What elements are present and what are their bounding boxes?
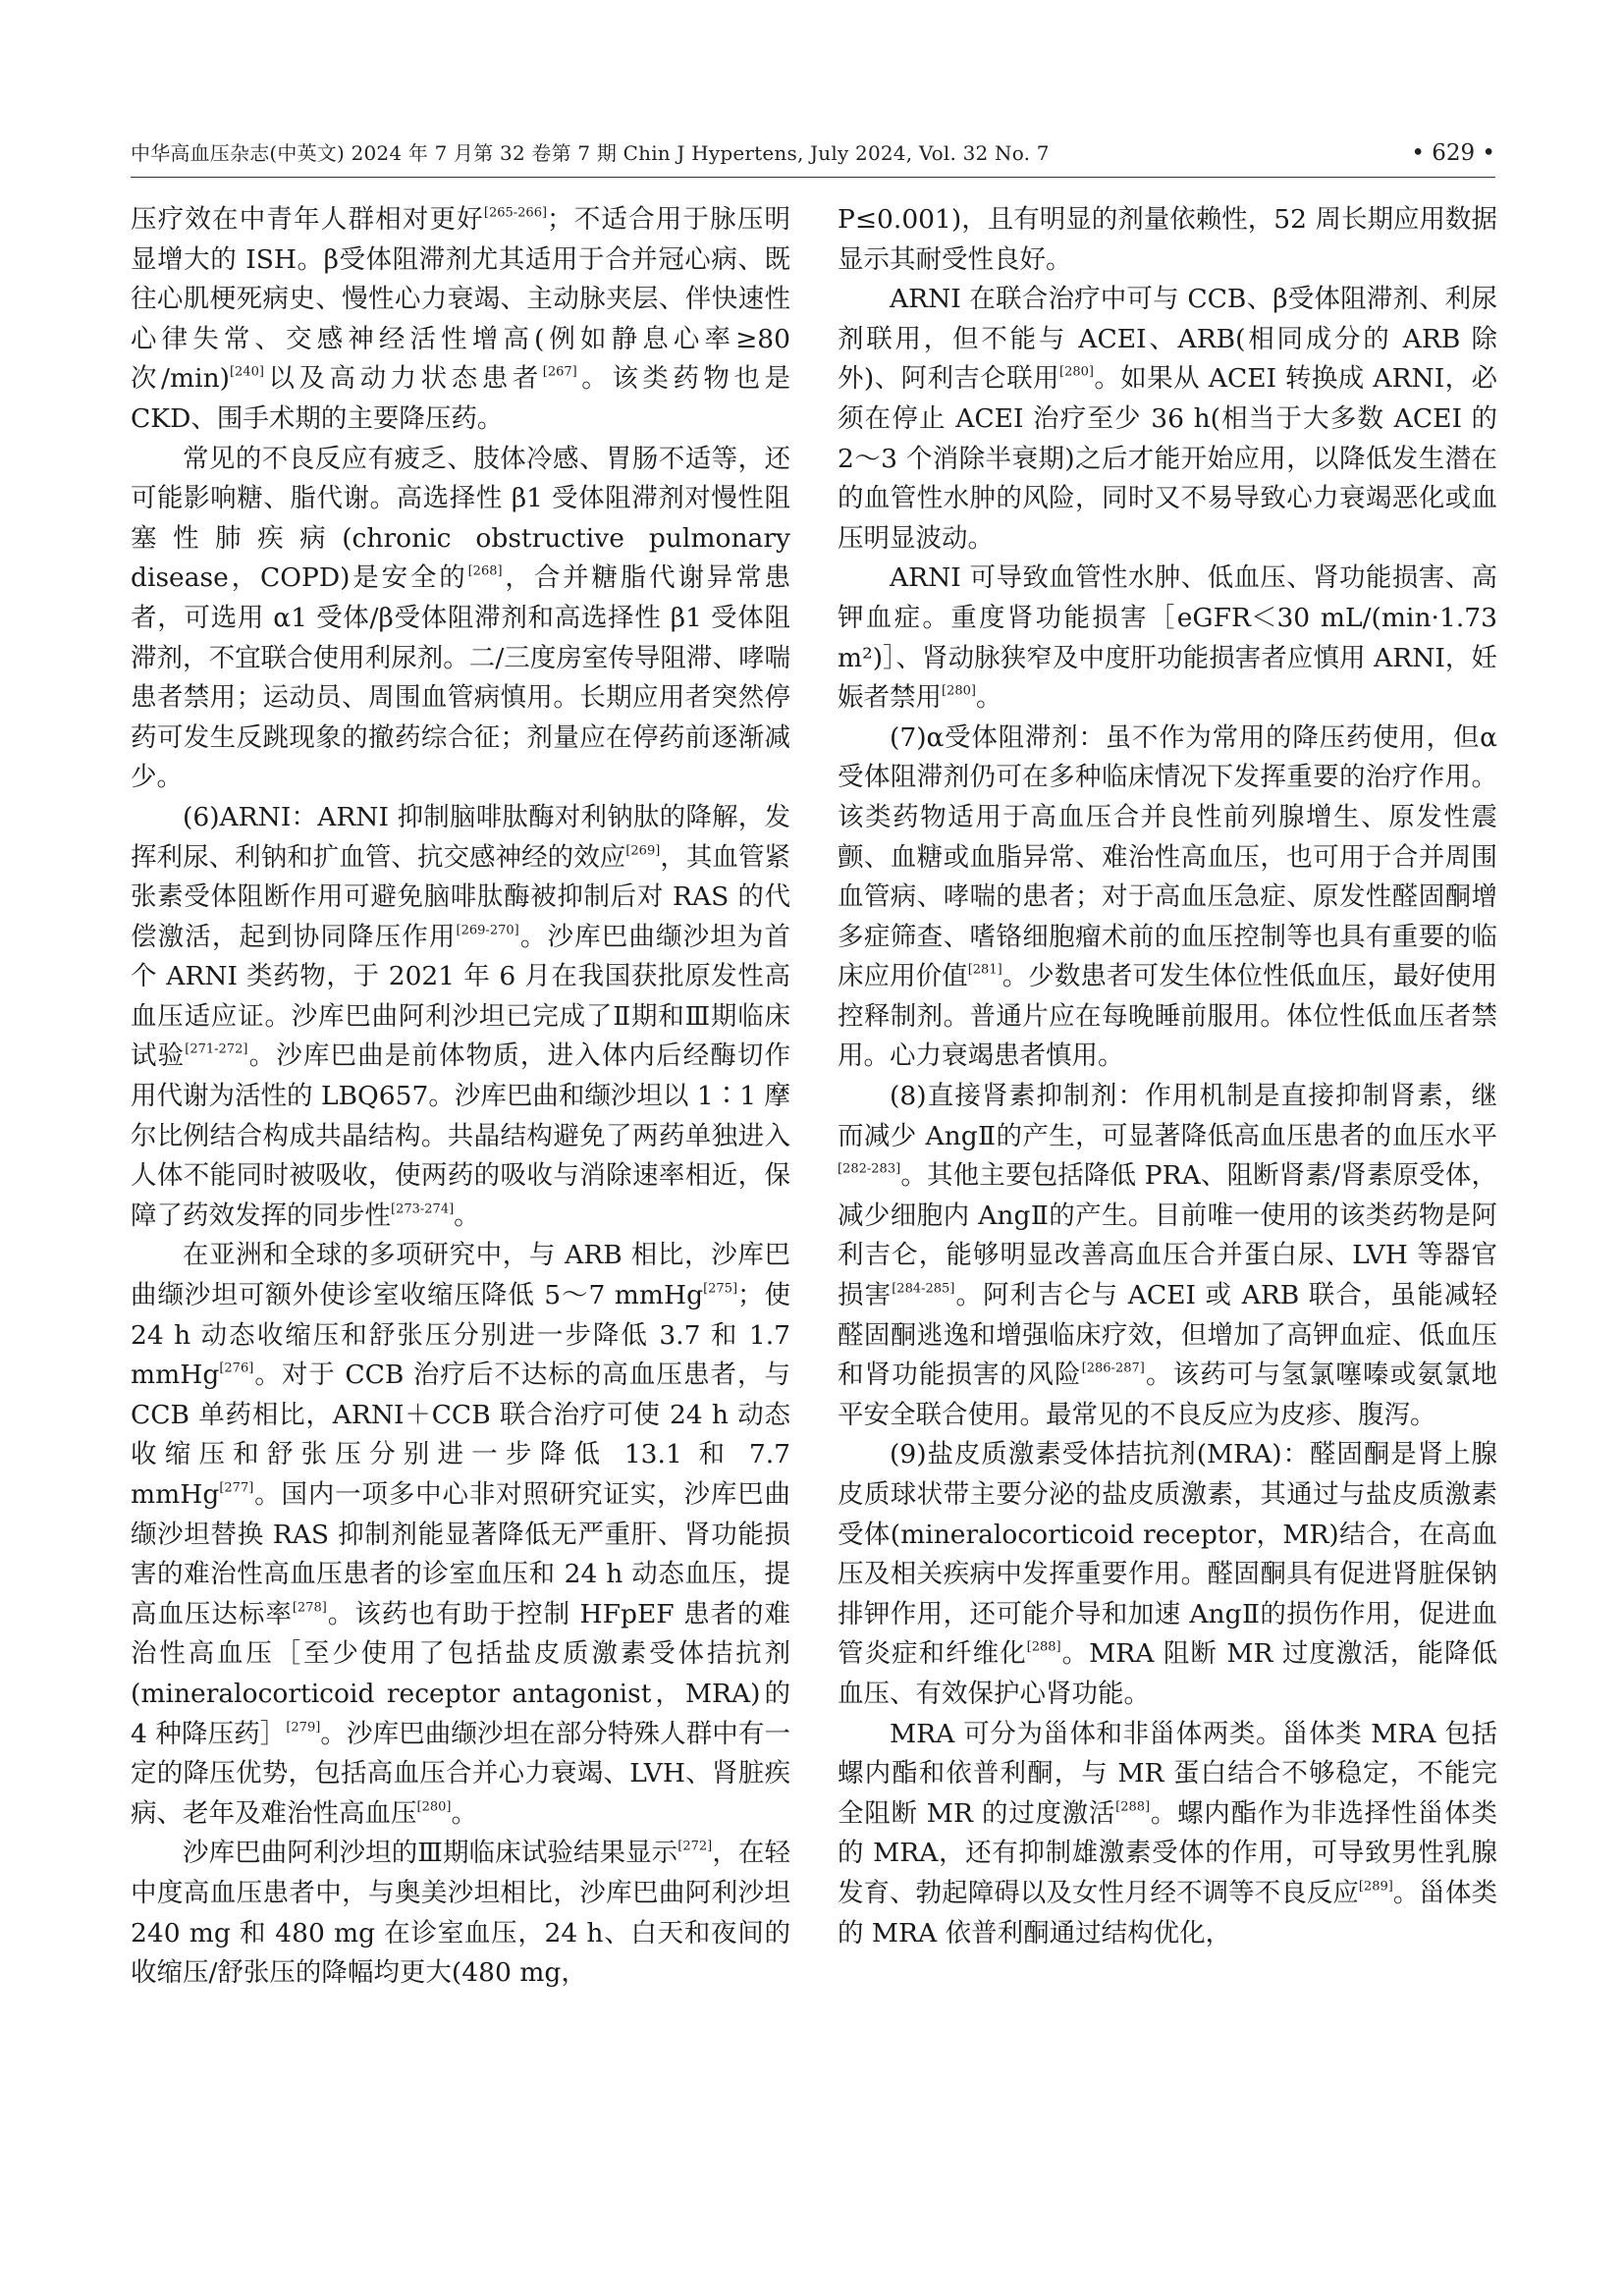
citation: [280]	[942, 683, 976, 699]
citation: [281]	[967, 962, 1002, 978]
journal-citation: 中华高血压杂志(中英文) 2024 年 7 月第 32 卷第 7 期 Chin J Hypertens, July 2024, Vol. 32 No. 7	[131, 141, 1050, 165]
citation: [286-287]	[1081, 1361, 1145, 1376]
running-header	[131, 133, 1495, 173]
paragraph-arni-studies: 在亚洲和全球的多项研究中，与 ARB 相比，沙库巴曲缬沙坦可额外使诊室收缩压降低 5～7 mmHg[275]；使 24 h 动态收缩压和舒张压分别进一步降低 3.7 和 1.7 mmHg[276]。对于 CCB 治疗后不达标的高血压患者，与 CCB 单药相比，ARNI＋CCB 联合治疗可使 24 h 动态收缩压和舒张压分别进一步降低 13.1 和 7.7 mmHg[277]。国内一项多中心非对照研究证实，沙库巴曲缬沙坦替换 RAS 抑制剂能显著降低无严重肝、肾功能损害的难治性高血压患者的诊室血压和 24 h 动态血压，提高血压达标率[278]。该药也有助于控制 HFpEF 患者的难治性高血压［至少使用了包括盐皮质激素受体拮抗剂(mineralocorticoid receptor antagonist，MRA)的 4 种降压药］[279]。沙库巴曲缬沙坦在部分特殊人群中有一定的降压优势，包括高血压合并心力衰竭、LVH、肾脏疾病、老年及难治性高血压[280]。	[131, 1240, 791, 1829]
header-rule	[131, 177, 1495, 178]
paragraph-direct-renin-inhibitors: (8)直接肾素抑制剂：作用机制是直接抑制肾素，继而减少 AngⅡ的产生，可显著降低高血压患者的血压水平[282-283]。其他主要包括降低 PRA、阻断肾素/肾素原受体，减少细胞内 AngⅡ的产生。目前唯一使用的该类药物是阿利吉仑，能够明显改善高血压合并蛋白尿、LVH 等器官损害[284-285]。阿利吉仑与 ACEI 或 ARB 联合，虽能减轻醛固酮逃逸和增强临床疗效，但增加了高钾血症、低血压和肾功能损害的风险[286-287]。该药可与氢氯噻嗪或氨氯地平安全联合使用。最常见的不良反应为皮疹、腹泻。	[838, 1081, 1498, 1430]
paragraph-phase3-results: 沙库巴曲阿利沙坦的Ⅲ期临床试验结果显示[272]，在轻中度高血压患者中，与奥美沙坦相比，沙库巴曲阿利沙坦 240 mg 和 480 mg 在诊室血压，24 h、白天和夜间的收缩压/舒张压的降幅均更大(480 mg，	[131, 1838, 791, 1989]
citation: [284-285]	[892, 1281, 955, 1297]
page-number: • 629 •	[1411, 140, 1495, 166]
citation: [269-270]	[456, 923, 519, 937]
citation: [279]	[286, 1719, 321, 1735]
citation: [275]	[703, 1281, 738, 1297]
citation: [268]	[467, 563, 503, 579]
citation: [276]	[219, 1361, 254, 1376]
citation: [277]	[219, 1480, 254, 1496]
citation: [265-266]	[483, 205, 548, 221]
citation: [267]	[542, 364, 577, 380]
paragraph-arni-mechanism: (6)ARNI：ARNI 抑制脑啡肽酶对利钠肽的降解，发挥利尿、利钠和扩血管、抗交感神经的效应[269]，其血管紧张素受体阻断作用可避免脑啡肽酶被抑制后对 RAS 的代偿激活，起到协同降压作用[269-270]。沙库巴曲缬沙坦为首个 ARNI 类药物，于 2021 年 6 月在我国获批原发性高血压适应证。沙库巴曲阿利沙坦已完成了Ⅱ期和Ⅲ期临床试验[271-272]。沙库巴曲是前体物质，进入体内后经酶切作用代谢为活性的 LBQ657。沙库巴曲和缬沙坦以 1∶1 摩尔比例结合构成共晶结构。共晶结构避免了两药单独进入人体不能同时被吸收，使两药的吸收与消除速率相近，保障了药效发挥的同步性[273-274]。	[131, 801, 791, 1231]
citation: [280]	[416, 1799, 452, 1815]
paragraph-mra: (9)盐皮质激素受体拮抗剂(MRA)：醛固酮是肾上腺皮质球状带主要分泌的盐皮质激素，其通过与盐皮质激素受体(mineralocorticoid receptor，MR)结合，在高血压及相关疾病中发挥重要作用。醛固酮具有促进肾脏保钠排钾作用，还可能介导和加速 AngⅡ的损伤作用，促进血管炎症和纤维化[288]。MRA 阻断 MR 过度激活，能降低血压、有效保护心肾功能。	[838, 1439, 1497, 1709]
paragraph-phase3-continued: P≤0.001)，且有明显的剂量依赖性，52 周长期应用数据显示其耐受性良好。	[838, 204, 1497, 275]
citation: [272]	[677, 1839, 713, 1854]
citation: [289]	[1358, 1879, 1393, 1895]
citation: [280]	[1059, 364, 1094, 380]
paragraph-arni-adverse-effects: ARNI 可导致血管性水肿、低血压、肾功能损害、高钾血症。重度肾功能损害［eGFR＜30 mL/(min·1.73 m²)］、肾动脉狭窄及中度肝功能损害者应慎用 ARNI，妊娠者禁用[280]。	[838, 562, 1497, 714]
citation: [269]	[625, 842, 661, 858]
citation: [240]	[229, 364, 264, 380]
citation: [288]	[1026, 1639, 1061, 1655]
paragraph-arni-combination: ARNI 在联合治疗中可与 CCB、β受体阻滞剂、利尿剂联用，但不能与 ACEI、ARB(相同成分的 ARB 除外)、阿利吉仑联用[280]。如果从 ACEI 转换成 ARNI，必须在停止 ACEI 治疗至少 36 h(相当于大多数 ACEI 的 2～3 个消除半衰期)之后才能开始应用，以降低发生潜在的血管性水肿的风险，同时又不易导致心力衰竭恶化或血压明显波动。	[838, 284, 1497, 554]
citation: [273-274]	[391, 1201, 455, 1217]
right-column	[838, 200, 1497, 1953]
citation: [271-272]	[185, 1041, 248, 1057]
citation: [288]	[1115, 1799, 1151, 1815]
paragraph-beta-blocker-indications: 压疗效在中青年人群相对更好[265-266]；不适合用于脉压明显增大的 ISH。β受体阻滞剂尤其适用于合并冠心病、既往心肌梗死病史、慢性心力衰竭、主动脉夹层、伴快速性心律失常、交感神经活性增高(例如静息心率≥80 次/min)[240]以及高动力状态患者[267]。该类药物也是 CKD、围手术期的主要降压药。	[131, 204, 791, 434]
paragraph-mra-types: MRA 可分为甾体和非甾体两类。甾体类 MRA 包括螺内酯和依普利酮，与 MR 蛋白结合不够稳定，不能完全阻断 MR 的过度激活[288]。螺内酯作为非选择性甾体类的 MRA，还有抑制雄激素受体的作用，可导致男性乳腺发育、勃起障碍以及女性月经不调等不良反应[289]。甾体类的 MRA 依普利酮通过结构优化，	[838, 1718, 1498, 1949]
citation: [282-283]	[838, 1161, 901, 1177]
citation: [278]	[292, 1600, 327, 1616]
left-column	[131, 200, 790, 1994]
paragraph-alpha-blockers: (7)α受体阻滞剂：虽不作为常用的降压药使用，但α受体阻滞剂仍可在多种临床情况下发挥重要的治疗作用。该类药物适用于高血压合并良性前列腺增生、原发性震颤、血糖或血脂异常、难治性高血压，也可用于合并周围血管病、哮喘的患者；对于高血压急症、原发性醛固酮增多症筛查、嗜铬细胞瘤术前的血压控制等也具有重要的临床应用价值[281]。少数患者可发生体位性低血压，最好使用控释制剂。普通片应在每晚睡前服用。体位性低血压者禁用。心力衰竭患者慎用。	[838, 721, 1498, 1072]
paragraph-beta-blocker-adverse-effects: 常见的不良反应有疲乏、肢体冷感、胃肠不适等，还可能影响糖、脂代谢。高选择性 β1 受体阻滞剂对慢性阻塞性肺疾病(chronic obstructive pulmonary disease，COPD)是安全的[268]，合并糖脂代谢异常患者，可选用 α1 受体/β受体阻滞剂和高选择性 β1 受体阻滞剂，不宜联合使用利尿剂。二/三度房室传导阻滞、哮喘患者禁用；运动员、周围血管病慎用。长期应用者突然停药可发生反跳现象的撤药综合征；剂量应在停药前逐渐减少。	[131, 443, 790, 793]
